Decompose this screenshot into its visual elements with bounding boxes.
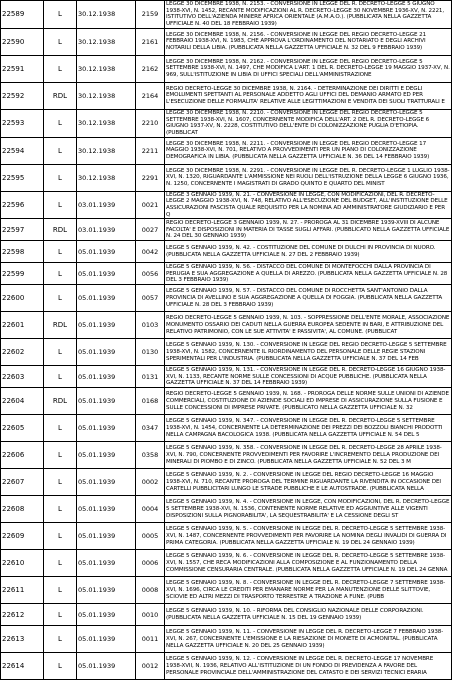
act-type-cell: [44, 496, 77, 523]
act-type-cell: [44, 219, 77, 241]
act-date: 05.01.1939: [78, 321, 116, 330]
table-row: [1, 626, 452, 653]
act-description-cell: [165, 496, 452, 523]
record-number: 22600: [2, 294, 25, 303]
act-code-cell: [136, 285, 165, 312]
act-date-cell: [77, 312, 136, 339]
act-date-cell: [77, 550, 136, 577]
act-description-cell: [165, 653, 452, 680]
act-date: 30.12.1938: [78, 37, 116, 46]
table-row: [1, 415, 452, 442]
act-type-cell: [44, 577, 77, 604]
act-code-cell: [136, 263, 165, 285]
table-row: [1, 219, 452, 241]
act-date-cell: [77, 523, 136, 550]
act-code: 0130: [141, 348, 159, 357]
act-type-cell: [44, 469, 77, 496]
act-date-cell: [77, 137, 136, 164]
record-number-cell: [1, 523, 44, 550]
table-row: [1, 82, 452, 109]
act-type-cell: [44, 339, 77, 366]
act-code: 0027: [141, 225, 159, 234]
act-date: 05.01.1939: [78, 424, 116, 433]
act-date-cell: [77, 109, 136, 137]
record-number: 22598: [2, 247, 25, 256]
act-description-cell: [165, 285, 452, 312]
act-type-cell: [44, 137, 77, 164]
act-type: L: [58, 424, 62, 433]
act-description-cell: [165, 82, 452, 109]
act-code: 0131: [141, 372, 159, 381]
act-description-cell: [165, 312, 452, 339]
act-code-cell: [136, 550, 165, 577]
act-date-cell: [77, 496, 136, 523]
act-code: 0347: [141, 424, 159, 433]
act-type-cell: [44, 604, 77, 626]
act-description-cell: [165, 626, 452, 653]
record-number: 22613: [2, 635, 25, 644]
act-code-cell: [136, 604, 165, 626]
act-type-cell: [44, 550, 77, 577]
record-number: 22597: [2, 225, 25, 234]
act-description-cell: [165, 339, 452, 366]
record-number: 22605: [2, 424, 25, 433]
act-type: L: [58, 610, 62, 619]
act-code: 2210: [141, 119, 159, 128]
act-date: 05.01.1939: [78, 397, 116, 406]
act-code: 0103: [141, 321, 159, 330]
act-code: 0008: [141, 586, 159, 595]
act-date: 05.01.1939: [78, 505, 116, 514]
act-date-cell: [77, 653, 136, 680]
record-number: 22590: [2, 37, 25, 46]
act-description: LEGGE 5 GENNAIO 1939, N. 11. - CONVERSIONE IN LEGGE DEL R. DECRETO-LEGGE 7 FEBBRAIO 1938-XVI, N. 267, CONCERNENTE L'EMISSIONE E LA RIESAZIONE DI MONETE DI ACMONITAL. (PUBBLICATA NELLA GAZZETTA UFFICIALE N. 20 DEL 25 GENNAIO 1939): [166, 629, 444, 649]
act-description: LEGGE 5 GENNAIO 1939, N. 2. - CONVERSIONE IN LEGGE DEL REGIO DECRETO-LEGGE 16 MAGGIO 1938-XVI, N. 710, RECANTE PROROGA DEL TERMINE RIGUARDANTE LA RIVENDITA IN OCCASIONE DEI CARTELLI PUBBLICITARI LUNGO LE STRADE PUBBLICHE E LE AUTOSTRADE. (PUBBLICATA NELLA: [166, 472, 441, 492]
act-type: L: [58, 532, 62, 541]
act-type: RDL: [52, 397, 68, 406]
act-code-cell: [136, 28, 165, 55]
record-number: 22591: [2, 64, 25, 73]
act-type: L: [58, 348, 62, 357]
act-code-cell: [136, 241, 165, 263]
act-type-cell: [44, 523, 77, 550]
act-type: L: [58, 662, 62, 671]
act-description: LEGGE 5 GENNAIO 1939, N. 5. - CONVERSIONE IN LEGGE DEL R. DECRETO-LEGGE 5 SETTEMBRE 1938-XVI, N. 1487, CONCERNENTE PROVVEDIMENTI PER FAVORIRE LA NOMINA DEGLI INVALIDI DI GUERRA DI PRIMA CATEGORIA. (PUBBLICATA NELLA GAZZETTA UFFICIALE N. 19 DEL 24 GENNAIO 1939): [166, 526, 447, 546]
act-date-cell: [77, 469, 136, 496]
act-type-cell: [44, 653, 77, 680]
act-description: LEGGE 5 GENNAIO 1939, N. 12. - CONVERSIONE IN LEGGE DEL R. DECRETO-LEGGE 17 NOVEMBRE 1938-XVII, N. 1936, RELATIVO ALL'ISTITUZIONE DI UN FONDO DI PREVIDENZA A FAVORE DEL PERSONALE PROVINCIALE DELL'AMMINISTRAZIONE DEL CATASTO E DEI SERVIZI TECNICI ERARIA: [166, 656, 434, 676]
record-number: 22594: [2, 146, 25, 155]
record-number-cell: [1, 366, 44, 388]
act-date-cell: [77, 191, 136, 219]
table-row: [1, 285, 452, 312]
act-description-cell: [165, 137, 452, 164]
act-description-cell: [165, 577, 452, 604]
act-date: 05.01.1939: [78, 247, 116, 256]
act-type-cell: [44, 164, 77, 191]
act-date-cell: [77, 82, 136, 109]
act-code-cell: [136, 191, 165, 219]
act-code-cell: [136, 653, 165, 680]
act-date-cell: [77, 263, 136, 285]
act-type: RDL: [52, 321, 68, 330]
table-row: [1, 263, 452, 285]
act-date: 05.01.1939: [78, 372, 116, 381]
table-row: [1, 241, 452, 263]
record-number-cell: [1, 577, 44, 604]
table-row: [1, 366, 452, 388]
table-row: [1, 653, 452, 680]
record-number-cell: [1, 263, 44, 285]
record-number: 22599: [2, 269, 25, 278]
table-row: [1, 191, 452, 219]
act-date: 05.01.1939: [78, 294, 116, 303]
table-row: [1, 469, 452, 496]
act-type-cell: [44, 191, 77, 219]
record-number-cell: [1, 312, 44, 339]
act-description: LEGGE 30 DICEMBRE 1938, N. 2210. - CONVERSIONE IN LEGGE DEL REGIO DECRETO-LEGGE 5 SETTEMBRE 1938-XVI, N. 1607, CONCERNENTE MODIFICA DELL'ART. 2 DEL R. DECRETO-LEGGE 6 GIUGNO 1937-XV, N. 2228, COSTITUTIVO DELL'ENTE DI COLONIZZAZIONE PUGLIA D'ETIOPIA. (PUBBLICAT: [166, 109, 430, 136]
act-type-cell: [44, 388, 77, 415]
act-code-cell: [136, 388, 165, 415]
act-description: LEGGE 5 GENNAIO 1939, N. 347. - CONVERSIONE IN LEGGE DEL R. DECRETO-LEGGE 5 SETTEMBRE 1938-XVI, N. 1454, CONCERNENTE LA DETERMINAZIONE DEI PREZZI DEI BOZZOLI BIANCHI PRODOTTI NELLA CAMPAGNA BACOLOGICA 1938. (PUBBLICATA NELLA GAZZETTA UFFICIALE N. 54 DEL 5: [166, 418, 443, 438]
act-type-cell: [44, 82, 77, 109]
table-row: [1, 550, 452, 577]
record-number: 22609: [2, 532, 25, 541]
act-type-cell: [44, 415, 77, 442]
act-description-cell: [165, 1, 452, 29]
act-date-cell: [77, 241, 136, 263]
act-type-cell: [44, 285, 77, 312]
record-number: 22592: [2, 91, 25, 100]
act-code: 2161: [141, 37, 159, 46]
act-code: 0005: [141, 532, 159, 541]
act-code-cell: [136, 55, 165, 82]
record-number-cell: [1, 109, 44, 137]
act-date-cell: [77, 626, 136, 653]
act-description-cell: [165, 241, 452, 263]
record-number: 22596: [2, 200, 25, 209]
act-date: 05.01.1939: [78, 635, 116, 644]
act-type: L: [58, 294, 62, 303]
act-description-cell: [165, 366, 452, 388]
act-description: LEGGE 5 GENNAIO 1939, N. 42. - COSTITUZIONE DEL COMUNE DI DULCHI IN PROVINCIA DI NUORO. (PUBBLICATA NELLA GAZZETTA UFFICIALE N. 27 DEL 2 FEBBRAIO 1939): [166, 245, 436, 258]
table-row: [1, 312, 452, 339]
act-code: 0012: [141, 662, 159, 671]
act-type: RDL: [52, 91, 68, 100]
act-date: 30.12.1938: [78, 91, 116, 100]
act-type: L: [58, 10, 62, 19]
record-number-cell: [1, 550, 44, 577]
act-description-cell: [165, 109, 452, 137]
act-description-cell: [165, 164, 452, 191]
act-description: LEGGE 5 GENNAIO 1939, N. 130. - CONVERSIONE IN LEGGE DEL REGIO DECRETO-LEGGE 5 SETTEMBRE 1938-XVI, N. 1582, CONCERNENTE IL RIORDINAMENTO DEL PERSONALE DELLE REGIE STAZIONI SPERIMENTALI PER L'INDUSTRIA. (PUBBLICATA NELLA GAZZETTA UFFICIALE N. 37 DEL 14 FEB: [166, 342, 447, 362]
record-number-cell: [1, 1, 44, 29]
act-type-cell: [44, 263, 77, 285]
act-code: 0057: [141, 294, 159, 303]
act-description: REGIO DECRETO-LEGGE 5 GENNAIO 1939, N. 103. - SOPPRESSIONE DELL'ENTE MORALE, ASSOCIAZIONE MONUMENTO OSSARIO DEI CADUTI NELLA GUERRA EUROPEA SEDENTE IN BARI, E ATTRIBUZIONE DEL RELATIVO PATRIMONIO, CON LE SUE ATTIVITA' E PASSIVITA', AL COMUNE. (PUBBLICAT: [166, 315, 450, 335]
act-code-cell: [136, 523, 165, 550]
act-code-cell: [136, 137, 165, 164]
record-number-cell: [1, 604, 44, 626]
record-number: 22603: [2, 372, 25, 381]
act-description: LEGGE 5 GENNAIO 1939, N. 131. - CONVERSIONE IN LEGGE DEL R. DECRETO-LEGGE 16 GIUGNO 1938-XVI, N. 1133, RECANTE NORME SULLE CONCESSIONI DI ACQUE PUBBLICHE. (PUBBLICATA NELLA GAZZETTA UFFICIALE N. 37 DEL 14 FEBBRAIO 1939): [166, 366, 446, 387]
table-row: [1, 577, 452, 604]
act-type: L: [58, 635, 62, 644]
table-row: [1, 339, 452, 366]
record-number-cell: [1, 164, 44, 191]
act-date: 03.01.1939: [78, 225, 116, 234]
act-code: 2162: [141, 64, 159, 73]
act-date: 05.01.1939: [78, 269, 116, 278]
act-description: LEGGE 30 DICEMBRE 1938, N. 2291. - CONVERSIONE IN LEGGE DEL R. DECRETO-LEGGE 1 LUGLIO 1938-XVI, N. 1320, RIGUARDANTE L'AMMISSIONE NEI RUOLI DELL'ISTRUZIONE DELLA LEGGE 6 GIUGNO 1936, N. 1250, CONCERNENTE I MAGISTRATI DI GRADO QUINTO E QUARTO DEL MINIST: [166, 167, 450, 187]
record-number: 22593: [2, 119, 25, 128]
act-date: 30.12.1938: [78, 64, 116, 73]
table-row: [1, 109, 452, 137]
record-number-cell: [1, 469, 44, 496]
record-number: 22589: [2, 10, 25, 19]
act-type: L: [58, 559, 62, 568]
act-type: L: [58, 372, 62, 381]
record-number: 22607: [2, 478, 25, 487]
act-code: 0358: [141, 451, 159, 460]
act-type: L: [58, 505, 62, 514]
act-code-cell: [136, 469, 165, 496]
act-description: LEGGE 5 GENNAIO 1939, N. 6. - CONVERSIONE IN LEGGE DEL R. DECRETO-LEGGE 5 SETTEMBRE 1938-XVI, N. 1557, CHE RECA MODIFICAZIONI ALLA COMPOSIZIONE E AL FUNZIONAMENTO DELLA COMMISSIONE CENSURARIA CENTRALE. (PUBBLICATA NELLA GAZZETTA UFFICIALE N. 19 DEL 24 GENNA: [166, 553, 448, 573]
act-code-cell: [136, 109, 165, 137]
act-type-cell: [44, 109, 77, 137]
act-date: 05.01.1939: [78, 451, 116, 460]
act-code: 0006: [141, 559, 159, 568]
act-type-cell: [44, 366, 77, 388]
act-description: LEGGE 30 DICEMBRE 1938, N. 2156. - CONVERSIONE IN LEGGE DEL REGIO DECRETO-LEGGE 21 FEBBRAIO 1938-XVI, N. 1983, CHE APPROVA L'ORDINAMENTO DEL NOTARIATO E DEGLI ARCHIVI NOTARILI DELLA LIBIA. (PUBBLICATA NELLA GAZZETTA UFFICIALE N. 32 DEL 9 FEBBRAIO 1939): [166, 31, 427, 52]
act-description: REGIO DECRETO-LEGGE 5 GENNAIO 1939, N. 168. - PROROGA DELLE NORME SULLE UNIONI DI AZIENDE COMMERCIALI, COSTITUZIONE DI AZIENDE SOCIALI ED IMPRESE DI ASSICURAZIONE SULLA FUSIONE E SULLE CONCESSIONI DI IMPRESE PRIVATE. (PUBBLICATO NELLA GAZZETTA UFFICIALE N. 32: [166, 391, 449, 411]
act-code-cell: [136, 82, 165, 109]
record-number: 22606: [2, 451, 25, 460]
record-number: 22602: [2, 348, 25, 357]
act-description: REGIO DECRETO-LEGGE 3 GENNAIO 1939, N. 27. - PROROGA AL 31 DICEMBRE 1939-XVIII DI ALCUNE FACOLTA' E DISPOSIZIONI IN MATERIA DI TASSE SUGLI AFFARI. (PUBBLICATO NELLA GAZZETTA UFFICIALE N. 24 DEL 30 GENNAIO 1939): [166, 219, 450, 240]
act-date: 03.01.1939: [78, 200, 116, 209]
table-row: [1, 137, 452, 164]
act-description: LEGGE 5 GENNAIO 1939, N. 358. - CONVERSIONE IN LEGGE DEL R. DECRETO-LEGGE 28 APRILE 1938-XVI, N. 790, CONCERNENTE PROVVEDIMENTI PER FAVORIRE L'INCREMENTO DELLA PRODUZIONE DEI MINERALI DI PIOMBO E DI ZINCO. (PUBBLICATA NELLA GAZZETTA UFFICIALE N. 52 DEL 3 M: [166, 445, 442, 465]
act-type-cell: [44, 442, 77, 469]
record-number-cell: [1, 415, 44, 442]
act-date-cell: [77, 164, 136, 191]
act-code: 0042: [141, 247, 159, 256]
act-date: 05.01.1939: [78, 348, 116, 357]
act-description-cell: [165, 219, 452, 241]
record-number-cell: [1, 55, 44, 82]
record-number-cell: [1, 285, 44, 312]
act-description-cell: [165, 523, 452, 550]
act-date-cell: [77, 55, 136, 82]
record-number-cell: [1, 653, 44, 680]
act-description: LEGGE 30 DICEMBRE 1938, N. 2211. - CONVERSIONE IN LEGGE DEL REGIO DECRETO-LEGGE 17 MAGGIO 1938-XVI, N. 701, RELATIVO A PROVVEDIMENTI PER UN PIANO DI COLONIZZAZIONE DEMOGRAFICA IN LIBIA. (PUBBLICATA NELLA GAZZETTA UFFICIALE N. 36 DEL 14 FEBBRAIO 1939): [166, 140, 430, 160]
act-type: L: [58, 119, 62, 128]
record-number: 22608: [2, 505, 25, 514]
record-number-cell: [1, 339, 44, 366]
record-number-cell: [1, 137, 44, 164]
table-row: [1, 55, 452, 82]
act-date: 05.01.1939: [78, 478, 116, 487]
act-type-cell: [44, 55, 77, 82]
act-type: L: [58, 37, 62, 46]
act-code: 0056: [141, 269, 159, 278]
act-code: 0002: [141, 478, 159, 487]
act-description-cell: [165, 388, 452, 415]
act-date: 30.12.1938: [78, 146, 116, 155]
act-code: 0168: [141, 397, 159, 406]
act-date-cell: [77, 388, 136, 415]
act-code-cell: [136, 339, 165, 366]
act-code: 2159: [141, 10, 159, 19]
act-description-cell: [165, 415, 452, 442]
table-row: [1, 388, 452, 415]
record-number: 22611: [2, 586, 25, 595]
act-code: 2211: [141, 146, 159, 155]
act-description: LEGGE 5 GENNAIO 1939, N. 8. - CONVERSIONE IN LEGGE DEL R. DECRETO-LEGGE 7 SETTEMBRE 1938-XVI, N. 1696, CIRCA LE CREDITI PER EMANARE NORME PER LA MANUTENZIONE DELLE SLITTOVIE, SCIOVIE ED ALTRI MEZZI DI TRASPORTO TERRESTRE A TRAZIONE A FUNE. (PUBB: [166, 580, 446, 600]
act-code: 0011: [141, 635, 159, 644]
record-number-cell: [1, 241, 44, 263]
registry-rows: [1, 1, 452, 680]
act-date-cell: [77, 442, 136, 469]
record-number-cell: [1, 442, 44, 469]
act-code-cell: [136, 442, 165, 469]
act-type: L: [58, 146, 62, 155]
act-code-cell: [136, 164, 165, 191]
act-code-cell: [136, 626, 165, 653]
table-row: [1, 442, 452, 469]
act-type-cell: [44, 312, 77, 339]
act-date: 05.01.1939: [78, 610, 116, 619]
record-number-cell: [1, 82, 44, 109]
act-date-cell: [77, 219, 136, 241]
act-type: L: [58, 451, 62, 460]
act-date-cell: [77, 28, 136, 55]
table-row: [1, 1, 452, 29]
act-date-cell: [77, 604, 136, 626]
act-code: 2291: [141, 173, 159, 182]
act-date-cell: [77, 285, 136, 312]
act-type: L: [58, 200, 62, 209]
table-row: [1, 523, 452, 550]
act-code: 0010: [141, 610, 159, 619]
table-row: [1, 164, 452, 191]
act-date: 05.01.1939: [78, 586, 116, 595]
act-description-cell: [165, 469, 452, 496]
act-description-cell: [165, 28, 452, 55]
act-description: LEGGE 5 GENNAIO 1939, N. 10. - RIFORMA DEL CONSIGLIO NAZIONALE DELLE CORPORAZIONI. (PUBBLICATA NELLA GAZZETTA UFFICIALE N. 15 DEL 19 GENNAIO 1939): [166, 608, 424, 621]
act-description-cell: [165, 550, 452, 577]
act-description-cell: [165, 442, 452, 469]
record-number-cell: [1, 626, 44, 653]
act-date: 05.01.1939: [78, 559, 116, 568]
record-number: 22601: [2, 321, 25, 330]
act-code-cell: [136, 577, 165, 604]
act-code-cell: [136, 219, 165, 241]
record-number-cell: [1, 191, 44, 219]
act-date: 30.12.1938: [78, 119, 116, 128]
act-type-cell: [44, 241, 77, 263]
act-type: L: [58, 64, 62, 73]
act-date-cell: [77, 366, 136, 388]
record-number-cell: [1, 28, 44, 55]
act-date-cell: [77, 339, 136, 366]
act-date-cell: [77, 1, 136, 29]
act-code-cell: [136, 1, 165, 29]
act-type: L: [58, 173, 62, 182]
act-date-cell: [77, 577, 136, 604]
act-date: 05.01.1939: [78, 662, 116, 671]
act-code: 2164: [141, 91, 159, 100]
record-number: 22612: [2, 610, 25, 619]
act-type: L: [58, 269, 62, 278]
act-description-cell: [165, 55, 452, 82]
act-type: L: [58, 586, 62, 595]
record-number: 22610: [2, 559, 25, 568]
act-code-cell: [136, 366, 165, 388]
record-number: 22595: [2, 173, 25, 182]
act-date: 30.12.1938: [78, 173, 116, 182]
act-date: 30.12.1938: [78, 10, 116, 19]
table-row: [1, 604, 452, 626]
record-number-cell: [1, 388, 44, 415]
act-type-cell: [44, 28, 77, 55]
record-number: 22604: [2, 397, 25, 406]
act-description-cell: [165, 191, 452, 219]
act-code-cell: [136, 312, 165, 339]
table-row: [1, 496, 452, 523]
act-description: LEGGE 3 GENNAIO 1939, N. 21. - CONVERSIONE IN LEGGE, CON MODIFICAZIONI, DEL R. DECRETO-LEGGE 2 MAGGIO 1938-XVI, N. 748, RELATIVO ALL'ESECUZIONE DEL BUDGET, ALL'INSTITUZIONE DELLE ASSICURAZIONI FASCISTA QUALE REQUISITO PER LA NOMINA AD AMMINISTRATORE GIUDIZIARIO E PER Q: [166, 191, 448, 218]
act-date: 05.01.1939: [78, 532, 116, 541]
act-type-cell: [44, 1, 77, 29]
act-description-cell: [165, 263, 452, 285]
act-code: 0004: [141, 505, 159, 514]
record-number-cell: [1, 219, 44, 241]
act-type: RDL: [52, 225, 68, 234]
act-description: LEGGE 5 GENNAIO 1939, N. 4. - CONVERSIONE IN LEGGE, CON MODIFICAZIONI, DEL R. DECRETO-LEGGE 5 SETTEMBRE 1938-XVI, N. 1536, CONTENENTE NORME RELATIVE ED AGGIUNTIVE ALLE VIGENTI DISPOSIZIONI SULLA PIGNORABILITA', LA SEQUESTRABILITA' E LA CESSIONE DEGLI ST: [166, 499, 450, 519]
act-code-cell: [136, 415, 165, 442]
act-code: 0021: [141, 200, 159, 209]
record-number-cell: [1, 496, 44, 523]
act-code-cell: [136, 496, 165, 523]
record-number: 22614: [2, 662, 25, 671]
act-description: LEGGE 30 DICEMBRE 1938, N. 2153. - CONVERSIONE IN LEGGE DEL R. DECRETO-LEGGE 5 GIUGNO 1938-XVI, N. 1452, RECANTE MODIFICAZIONI AL R. DECRETO-LEGGE 30 NOVEMBRE 1936-XV, N. 2221, ISTITUTIVO DELL'AZIENDA MINIERE AFRICA ORIENTALE (A.M.A.O.). (PUBBLICATA NELLA GAZZETTA UFFICIALE N. 40 DEL 18 FEBBRAIO 1939): [166, 1, 445, 28]
act-type: L: [58, 247, 62, 256]
act-type-cell: [44, 626, 77, 653]
act-description: LEGGE 30 DICEMBRE 1938, N. 2162. - CONVERSIONE IN LEGGE DEL REGIO DECRETO-LEGGE 5 SETTEMBRE 1938-XVI, N. 1497, CHE MODIFICA L'ART. 1 DEL R. DECRETO-LEGGE 19 MAGGIO 1937-XV, N. 969, SULL'ISTITUZIONE IN LIBIA DI UFFICI SPECIALI DELL'AMMINISTRAZIONE: [166, 58, 450, 79]
act-description: REGIO DECRETO-LEGGE 30 DICEMBRE 1938, N. 2164. - DETERMINAZIONE DEI DIRITTI E DEGLI EMOLUMENTI SPETTANTI AL PERSONALE ADDETTO AGLI UFFICI DEL DEMANIO ARMATO ED PER L'ESECUZIONE DELLE FORMALITA' RELATIVE ALLE LEGITTIMAZIONI E VENDITA DEI SUOLI TRATTURALI E: [166, 85, 445, 106]
act-date-cell: [77, 415, 136, 442]
act-type: L: [58, 478, 62, 487]
act-description-cell: [165, 604, 452, 626]
act-description: LEGGE 5 GENNAIO 1939, N. 57. - DISTACCO DEL COMUNE DI ROCCHETTA SANT'ANTONIO DALLA PROVINCIA DI AVELLINO E SUA AGGREGAZIONE A QUELLA DI FOGGIA. (PUBBLICATA NELLA GAZZETTA UFFICIALE N. 28 DEL 3 FEBBRAIO 1939): [166, 288, 443, 308]
act-description: LEGGE 5 GENNAIO 1939, N. 56. - DISTACCO DEL COMUNE DI MONTEFOCCHI DALLA PROVINCIA DI PERUGIA E SUA AGGREGAZIONE A QUELLA DI AREZZO. (PUBBLICATA NELLA GAZZETTA UFFICIALE N. 28 DEL 3 FEBBRAIO 1939): [166, 263, 448, 284]
table-row: [1, 28, 452, 55]
